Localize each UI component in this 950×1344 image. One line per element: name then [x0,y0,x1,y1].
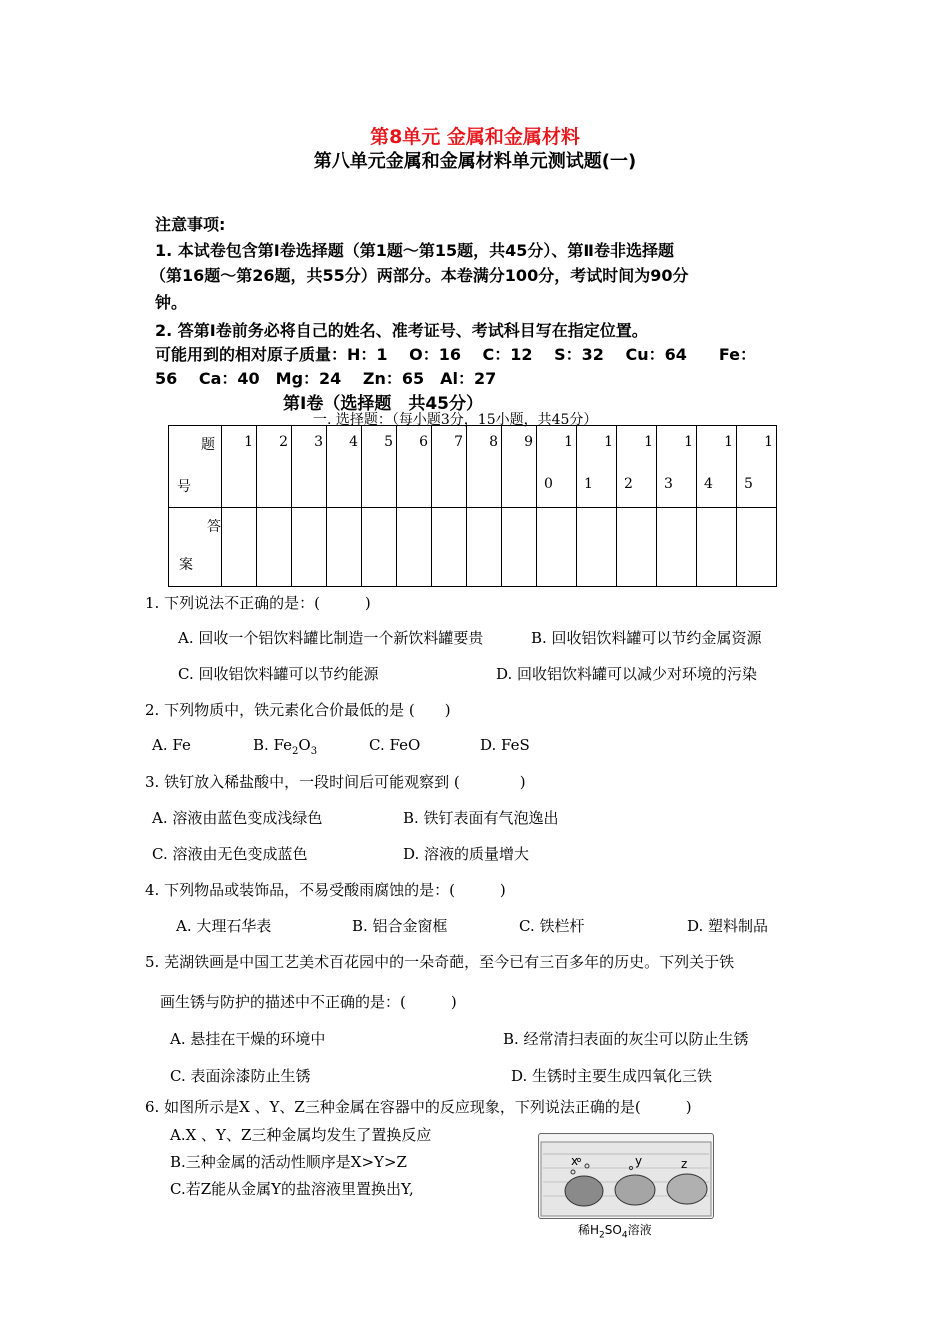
notice-heading: 注意事项: [155,215,226,234]
q2-option-a: A. Fe [152,736,191,754]
table-cell-number: 1 0 [537,426,577,508]
q5-stem-line-1: 5. 芜湖铁画是中国工艺美术百花园中的一朵奇葩，至今已有三百多年的历史。下列关于铁 [145,953,735,971]
figure-caption: 稀$H_2SO_4$溶液 [578,1223,652,1241]
q3-stem: 3. 铁钉放入稀盐酸中，一段时间后可能观察到 ( ) [145,773,526,791]
q4-option-d: D. 塑料制品 [687,917,769,935]
q5-option-a: A. 悬挂在干燥的环境中 [170,1030,326,1048]
figure-label-y: y [635,1154,643,1168]
notice-line-3: 钟。 [155,293,188,312]
notice-line-1: 1. 本试卷包含第Ⅰ卷选择题（第1题～第15题，共45分）、第Ⅱ卷非选择题 [155,241,674,260]
q3-option-c: C. 溶液由无色变成蓝色 [152,845,308,863]
table-cell-number: 9 [502,426,537,508]
metal-x-lump [565,1176,603,1206]
notice-line-4: 2. 答第Ⅰ卷前务必将自己的姓名、准考证号、考试科目写在指定位置。 [155,321,648,340]
table-cell-number: 1 1 [577,426,617,508]
table-cell-number: 3 [292,426,327,508]
answer-row [169,508,777,587]
answer-cell-6[interactable] [397,508,432,587]
table-cell-number: 1 2 [617,426,657,508]
table-cell-number: 1 [222,426,257,508]
section-subtitle: 一. 选择题：（每小题3分，15小题，共45分） [313,412,598,428]
table-cell-number: 1 3 [657,426,697,508]
q2-option-b: B. $Fe_2O_3$ [253,736,318,757]
answer-cell-9[interactable] [502,508,537,587]
metal-z-lump [667,1174,707,1204]
row-header-answer [169,508,222,587]
answer-cell-5[interactable] [362,508,397,587]
table-cell-number: 8 [467,426,502,508]
answer-cell-3[interactable] [292,508,327,587]
atomic-mass-line-2: 56 Ca：40 Mg：24 Zn：65 Al：27 [155,369,497,388]
q1-stem: 1. 下列说法不正确的是：( ) [145,594,371,612]
atomic-mass-line-1: 可能用到的相对原子质量：H：1 O：16 C：12 S：32 Cu：64 Fe： [155,345,757,364]
answer-table [168,425,777,587]
q4-stem: 4. 下列物品或装饰品，不易受酸雨腐蚀的是：( ) [145,881,506,899]
section-title: 第Ⅰ卷（选择题 共45分） [283,394,483,414]
q3-option-a: A. 溶液由蓝色变成浅绿色 [152,809,323,827]
answer-cell-2[interactable] [257,508,292,587]
q5-option-d: D. 生锈时主要生成四氧化三铁 [511,1067,713,1085]
header-char-ti: 题 [201,437,215,453]
reaction-figure [538,1133,714,1219]
q2-stem: 2. 下列物质中，铁元素化合价最低的是 ( ) [145,701,451,719]
q6-option-c: C.若Z能从金属Y的盐溶液里置换出Y, [170,1180,414,1198]
q2-option-d: D. FeS [480,736,530,754]
answer-cell-15[interactable] [737,508,777,587]
question-number-row [169,426,777,508]
table-cell-number: 7 [432,426,467,508]
table-cell-number: 5 [362,426,397,508]
metal-y-lump [615,1175,655,1205]
answer-cell-10[interactable] [537,508,577,587]
table-cell-number: 4 [327,426,362,508]
q4-option-a: A. 大理石华表 [176,917,272,935]
header-char-da: 答 [207,519,221,535]
unit-title: 第8单元 金属和金属材料 [370,126,580,148]
header-char-an: 案 [179,557,193,573]
answer-cell-11[interactable] [577,508,617,587]
answer-cell-7[interactable] [432,508,467,587]
row-header-number [169,426,222,508]
answer-cell-4[interactable] [327,508,362,587]
answer-cell-12[interactable] [617,508,657,587]
table-cell-number: 1 4 [697,426,737,508]
q5-option-c: C. 表面涂漆防止生锈 [170,1067,311,1085]
q5-option-b: B. 经常清扫表面的灰尘可以防止生锈 [503,1030,749,1048]
q1-option-a: A. 回收一个铝饮料罐比制造一个新饮料罐要贵 [178,629,484,647]
q6-stem: 6. 如图所示是X 、Y、Z三种金属在容器中的反应现象，下列说法正确的是( ) [145,1098,692,1116]
q6-option-b: B.三种金属的活动性顺序是X>Y>Z [170,1153,407,1171]
q1-option-d: D. 回收铝饮料罐可以减少对环境的污染 [496,665,758,683]
figure-label-x: x [571,1154,579,1168]
q2-option-c: C. FeO [369,736,421,754]
q6-option-a: A.X 、Y、Z三种金属均发生了置换反应 [170,1126,432,1144]
table-cell-number: 2 [257,426,292,508]
q1-option-c: C. 回收铝饮料罐可以节约能源 [178,665,379,683]
answer-cell-13[interactable] [657,508,697,587]
answer-cell-14[interactable] [697,508,737,587]
q4-option-b: B. 铝合金窗框 [352,917,448,935]
notice-line-2: （第16题～第26题，共55分）两部分。本卷满分100分，考试时间为90分 [150,266,689,285]
q4-option-c: C. 铁栏杆 [519,917,585,935]
header-char-hao: 号 [177,479,191,495]
q5-stem-line-2: 画生锈与防护的描述中不正确的是：( ) [160,993,457,1011]
q1-option-b: B. 回收铝饮料罐可以节约金属资源 [531,629,762,647]
table-cell-number: 6 [397,426,432,508]
q3-option-d: D. 溶液的质量增大 [403,845,530,863]
figure-label-z: z [681,1157,688,1171]
metals-in-acid-illustration [539,1134,713,1218]
q3-option-b: B. 铁钉表面有气泡逸出 [403,809,559,827]
table-cell-number: 1 5 [737,426,777,508]
answer-cell-8[interactable] [467,508,502,587]
test-title: 第八单元金属和金属材料单元测试题(一) [313,151,637,172]
answer-cell-1[interactable] [222,508,257,587]
